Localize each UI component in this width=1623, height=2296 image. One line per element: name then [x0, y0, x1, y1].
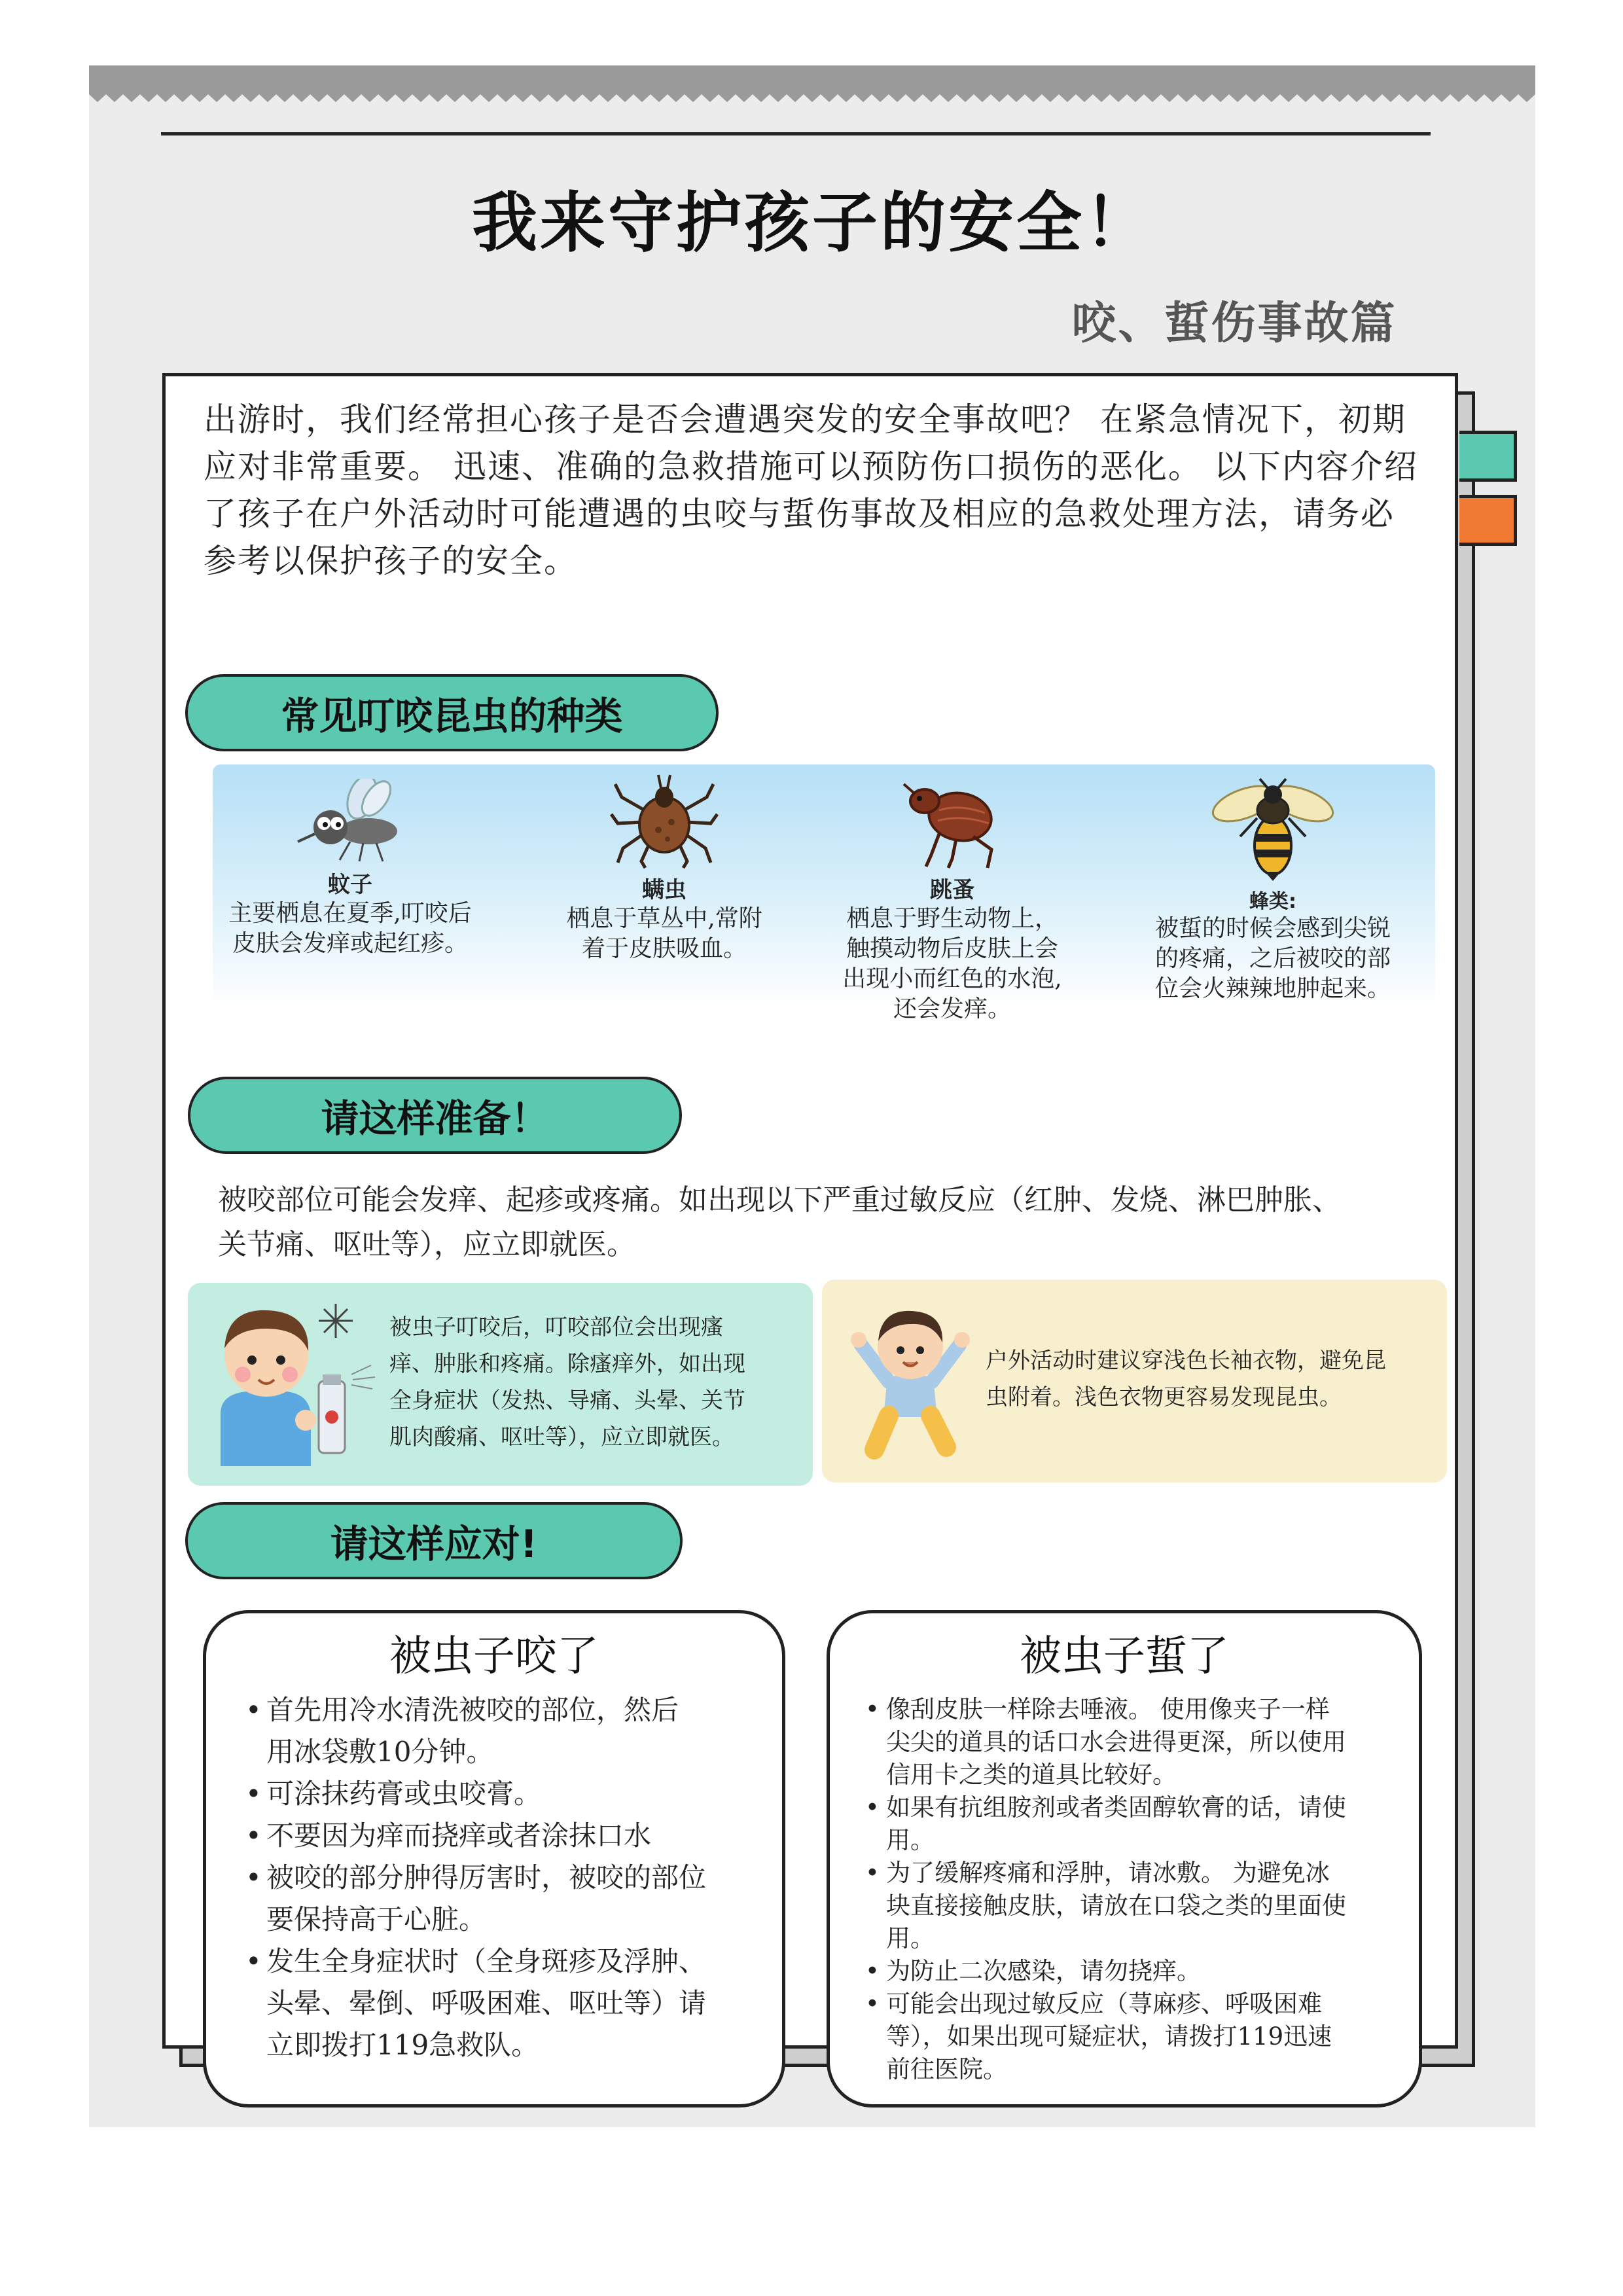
insect-flea — [821, 771, 1083, 1024]
tab-teal — [1459, 431, 1517, 482]
tip-line: 痒、肿胀和疼痛。除瘙痒外，如出现 — [389, 1351, 745, 1377]
zigzag-border — [89, 65, 1535, 102]
page-subtitle: 咬、蜇伤事故篇 — [1071, 298, 1397, 350]
section-respond: 请这样应对! — [185, 1502, 683, 1579]
insect-name: 蚊子 — [328, 872, 372, 898]
tip-line: 肌肉酸痛、呕吐等），应立即就医。 — [389, 1424, 734, 1450]
stung-list — [832, 1693, 1403, 2086]
stung-box — [827, 1610, 1422, 2108]
insect-desc-line: 位会火辣辣地肿起来。 — [1154, 975, 1391, 1002]
warning-line: 被咬部位可能会发痒、起疹或疼痛。如出现以下严重过敏反应（红肿、发烧、淋巴肿胀、 — [218, 1183, 1341, 1217]
flea-icon — [900, 771, 1005, 869]
insect-name: 螨虫 — [642, 877, 687, 903]
insect-desc-line: 主要栖息在夏季,叮咬后 — [228, 900, 472, 927]
stung-item: • 为了缓解疼痛和浮肿，请冰敷。 为避免冰 块直接接触皮肤，请放在口袋之类的里面使 用。 — [865, 1859, 1346, 1952]
tip-box-clothing — [822, 1280, 1447, 1482]
content-card — [162, 373, 1458, 2083]
insect-desc-line: 被蜇的时候会感到尖锐 — [1154, 915, 1391, 942]
stung-item: • 如果有抗组胺剂或者类固醇软膏的话，请使 用。 — [865, 1793, 1346, 1854]
child-spray-illustration — [201, 1302, 397, 1466]
page-title: 我来守护孩子的安全！ — [472, 185, 1152, 261]
tip-line: 被虫子叮咬后，叮咬部位会出现瘙 — [389, 1314, 723, 1340]
bitten-title: 被虫子咬了 — [389, 1632, 599, 1681]
insect-desc-line: 栖息于草丛中,常附 — [566, 905, 762, 932]
bitten-item: • 首先用冷水清洗被咬的部位，然后 用冰袋敷10分钟。 — [245, 1694, 679, 1768]
tab-orange — [1459, 495, 1517, 546]
insect-name: 跳蚤 — [930, 877, 974, 903]
insect-desc-line: 触摸动物后皮肤上会 — [846, 935, 1058, 962]
insect-desc-line: 出现小而红色的水泡, — [842, 965, 1062, 992]
section-insect-types: 常见叮咬昆虫的种类 — [185, 674, 719, 751]
intro-paragraph: 出游时，我们经常担心孩子是否会遭遇突发的安全事故吧？ 在紧急情况下，初期应对非常重要。 迅速、准确的急救措施可以预防伤口损伤的恶化。 以下内容介绍了孩子在户外活动时可能遭遇的虫咬与蜇伤事故及相应的急救处理方法，请务必参考以保护孩子的安全。 — [204, 401, 1418, 580]
bitten-item: • 可涂抹药膏或虫咬膏。 — [245, 1778, 542, 1810]
insect-name: 蜂类: — [1249, 890, 1296, 913]
tip-line: 户外活动时建议穿浅色长袖衣物，避免昆 — [986, 1348, 1386, 1374]
insect-tick — [533, 771, 795, 964]
warning-line: 关节痛、呕吐等），应立即就医。 — [218, 1228, 635, 1261]
stung-item: • 像刮皮肤一样除去唾液。 使用像夹子一样 尖尖的道具的话口水会进得更深，所以使用 信用卡之类的道具比较好。 — [865, 1695, 1346, 1789]
tip-line: 虫附着。浅色衣物更容易发现昆虫。 — [986, 1384, 1342, 1410]
tick-icon — [609, 771, 720, 869]
page-sheet — [89, 65, 1535, 2127]
section-prepare: 请这样准备！ — [188, 1077, 682, 1154]
bee-icon — [1207, 778, 1338, 882]
child-jumping-illustration — [848, 1299, 972, 1463]
tip-bite-text — [389, 1309, 802, 1456]
tip-box-bite — [188, 1283, 813, 1486]
insect-desc-line: 还会发痒。 — [893, 996, 1011, 1022]
bitten-item: • 发生全身症状时（全身斑疹及浮肿、 头晕、晕倒、呼吸困难、呕吐等）请 立即拨打119急救队。 — [245, 1945, 707, 2061]
warning-text — [218, 1178, 1435, 1267]
insect-mosquito — [219, 779, 481, 959]
insect-desc-line: 皮肤会发痒或起红疹。 — [232, 930, 468, 957]
stung-item: • 为防止二次感染，请勿挠痒。 — [865, 1957, 1201, 1985]
insect-desc-line: 的疼痛，之后被咬的部 — [1154, 945, 1391, 972]
tip-clothing-text — [986, 1342, 1437, 1416]
stung-item: • 可能会出现过敏反应（荨麻疹、呼吸困难 等），如果出现可疑症状，请拨打119迅速 前往医院。 — [865, 1990, 1332, 2083]
bitten-list — [213, 1689, 764, 2066]
tip-line: 全身症状（发热、导痛、头晕、关节 — [389, 1388, 745, 1414]
insect-desc-line: 着于皮肤吸血。 — [581, 935, 747, 962]
bitten-box — [203, 1610, 785, 2108]
sparkle-icon — [316, 1301, 355, 1340]
mosquito-icon — [291, 779, 409, 864]
bitten-item: • 被咬的部分肿得厉害时，被咬的部位 要保持高于心脏。 — [245, 1861, 707, 1935]
insect-bee — [1129, 778, 1417, 1004]
bitten-item: • 不要因为痒而挠痒或者涂抹口水 — [245, 1820, 652, 1852]
title-rule — [161, 132, 1431, 135]
insect-panel — [213, 764, 1435, 1022]
insect-desc-line: 栖息于野生动物上， — [846, 905, 1058, 932]
stung-title: 被虫子蜇了 — [1020, 1632, 1229, 1681]
